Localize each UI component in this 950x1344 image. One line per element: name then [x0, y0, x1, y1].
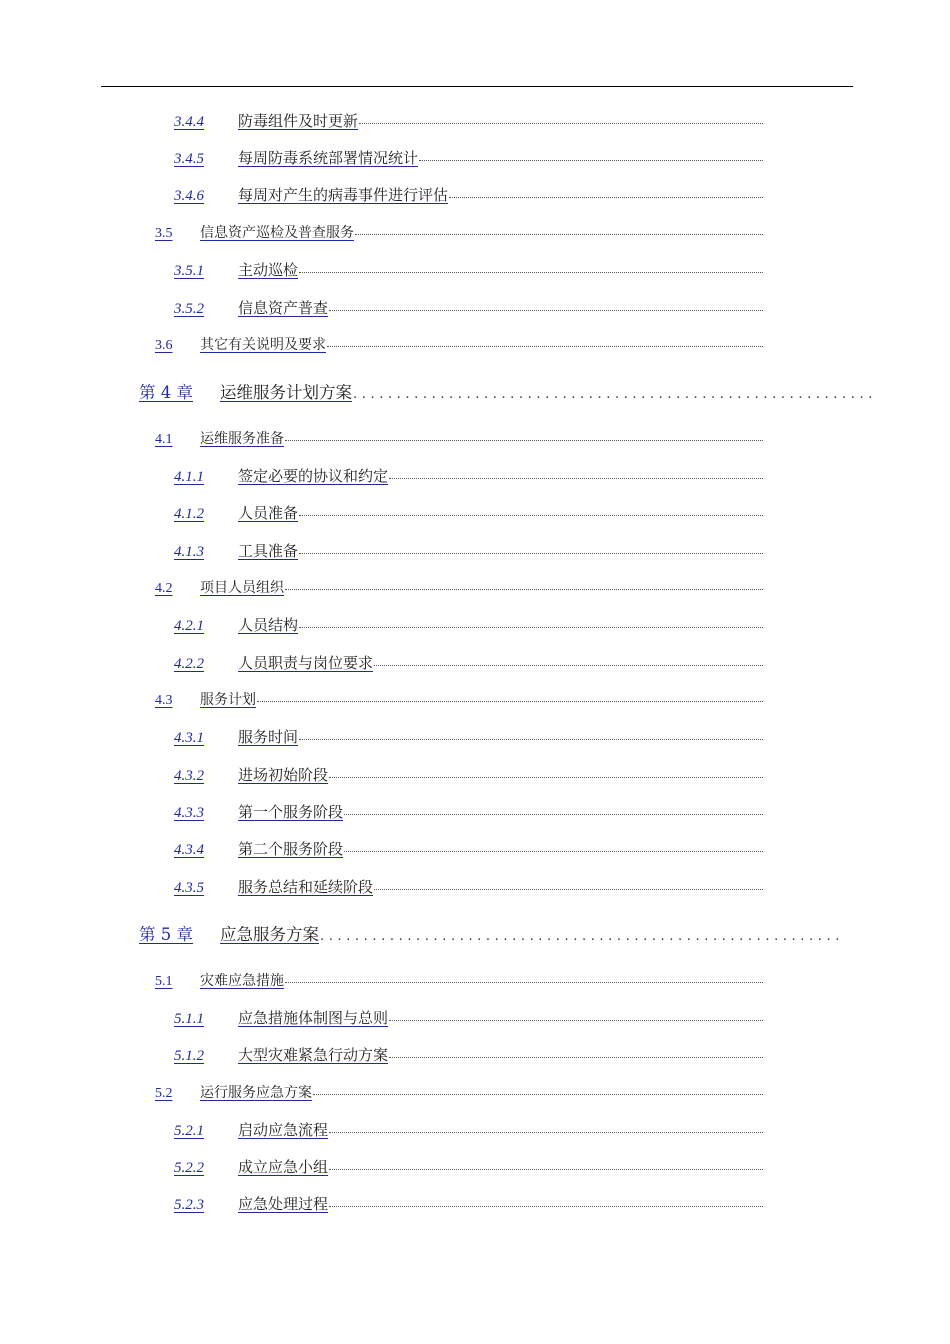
toc-entry-title[interactable]: 进场初始阶段: [238, 766, 329, 784]
toc-entry-title[interactable]: 启动应急流程: [238, 1121, 329, 1139]
toc-entry-number[interactable]: 4.1: [155, 432, 173, 447]
toc-entry-title[interactable]: 应急措施体制图与总则: [238, 1009, 389, 1027]
toc-entry[interactable]: [174, 838, 763, 859]
dot-leader: [449, 185, 763, 198]
toc-entry-title[interactable]: 每周对产生的病毒事件进行评估: [238, 186, 449, 204]
toc-entry[interactable]: [155, 334, 763, 354]
toc-entry-title[interactable]: 成立应急小组: [238, 1158, 329, 1176]
toc-entry[interactable]: [155, 577, 763, 597]
dot-leader: [329, 1120, 763, 1133]
toc-entry-title[interactable]: 防毒组件及时更新: [238, 112, 359, 130]
toc-entry-number[interactable]: 4.2.1: [174, 618, 204, 634]
dot-leader: [285, 970, 763, 983]
toc-entry[interactable]: [155, 222, 763, 242]
dot-leader: [355, 222, 763, 235]
dot-leader: [419, 148, 763, 161]
toc-entry-title[interactable]: 人员结构: [238, 616, 299, 634]
toc-entry-number[interactable]: 5.2.2: [174, 1160, 204, 1176]
toc-entry-title[interactable]: 每周防毒系统部署情况统计: [238, 149, 419, 167]
toc-entry[interactable]: [174, 259, 763, 280]
toc-entry-number[interactable]: 4.3.5: [174, 880, 204, 896]
toc-entry-number[interactable]: 4.3: [155, 693, 173, 708]
toc-entry[interactable]: [174, 1156, 763, 1177]
dot-leader: [359, 111, 763, 124]
dot-leader: [329, 1194, 763, 1207]
dot-leader: [327, 334, 763, 347]
dot-leader: [344, 839, 763, 852]
toc-entry-title[interactable]: 人员职责与岗位要求: [238, 654, 374, 672]
dot-leader: [329, 1157, 763, 1170]
toc-entry-title[interactable]: 大型灾难紧急行动方案: [238, 1046, 389, 1064]
toc-entry[interactable]: [139, 921, 844, 945]
toc-entry[interactable]: [174, 764, 763, 785]
toc-entry[interactable]: [174, 1193, 763, 1214]
toc-entry-number[interactable]: 3.5.2: [174, 301, 204, 317]
toc-entry[interactable]: [174, 110, 763, 131]
toc-entry-number[interactable]: 4.3.4: [174, 842, 204, 858]
toc-entry-title[interactable]: 服务计划: [200, 692, 256, 708]
toc-entry-number[interactable]: 3.5: [155, 226, 173, 241]
toc-entry-title[interactable]: 其它有关说明及要求: [200, 337, 326, 353]
header-rule: [101, 86, 853, 87]
dot-leader: [299, 727, 763, 740]
toc-entry[interactable]: [174, 876, 763, 897]
toc-entry-number[interactable]: 4.2: [155, 581, 173, 596]
toc-entry-title[interactable]: 工具准备: [238, 542, 299, 560]
toc-entry-title[interactable]: 灾难应急措施: [200, 973, 284, 989]
toc-entry[interactable]: [174, 1007, 763, 1028]
toc-entry-number[interactable]: 4.3.2: [174, 768, 204, 784]
toc-entry-title[interactable]: 签定必要的协议和约定: [238, 467, 389, 485]
toc-entry[interactable]: [174, 1119, 763, 1140]
dot-leader: [389, 1045, 763, 1058]
toc-entry-title[interactable]: 应急服务方案: [220, 925, 319, 944]
toc-entry-number[interactable]: 4.3.1: [174, 730, 204, 746]
toc-entry[interactable]: [174, 465, 763, 486]
toc-entry-title[interactable]: 运维服务计划方案: [220, 383, 352, 402]
dot-leader: ............................................................: [353, 387, 877, 402]
toc-entry[interactable]: [174, 540, 763, 561]
toc-entry-number[interactable]: 3.4.5: [174, 151, 204, 167]
dot-leader: [299, 541, 763, 554]
toc-entry-number[interactable]: 第 4 章: [139, 383, 193, 402]
toc-entry[interactable]: [174, 726, 763, 747]
toc-entry-title[interactable]: 主动巡检: [238, 261, 299, 279]
dot-leader: [374, 877, 763, 890]
dot-leader: [344, 802, 763, 815]
toc-entry[interactable]: [155, 689, 763, 709]
toc-entry[interactable]: [174, 801, 763, 822]
toc-entry[interactable]: [174, 614, 763, 635]
toc-entry-title[interactable]: 运维服务准备: [200, 431, 284, 447]
dot-leader: [299, 503, 763, 516]
dot-leader: [313, 1082, 763, 1095]
dot-leader: [285, 428, 763, 441]
toc-entry-title[interactable]: 信息资产普查: [238, 299, 329, 317]
toc-entry-number[interactable]: 3.5.1: [174, 263, 204, 279]
toc-entry-number[interactable]: 3.4.4: [174, 114, 204, 130]
dot-leader: [299, 615, 763, 628]
dot-leader: [257, 689, 763, 702]
toc-entry-title[interactable]: 第二个服务阶段: [238, 840, 344, 858]
dot-leader: [389, 1008, 763, 1021]
toc-entry[interactable]: [155, 970, 763, 990]
toc-entry[interactable]: [174, 184, 763, 205]
toc-entry-title[interactable]: 项目人员组织: [200, 580, 284, 596]
toc-entry[interactable]: [174, 147, 763, 168]
toc-entry-number[interactable]: 4.1.2: [174, 506, 204, 522]
dot-leader: [285, 577, 763, 590]
toc-entry-title[interactable]: 信息资产巡检及普查服务: [200, 225, 354, 241]
toc-entry-title[interactable]: 运行服务应急方案: [200, 1085, 312, 1101]
toc-entry-number[interactable]: 5.2.1: [174, 1123, 204, 1139]
dot-leader: [374, 653, 763, 666]
toc-entry-number[interactable]: 3.4.6: [174, 188, 204, 204]
toc-entry[interactable]: [155, 428, 763, 448]
dot-leader: [329, 298, 763, 311]
toc-entry-title[interactable]: 服务时间: [238, 728, 299, 746]
toc-entry[interactable]: [139, 379, 877, 403]
toc-entry-number[interactable]: 5.1.2: [174, 1048, 204, 1064]
toc-entry-title[interactable]: 人员准备: [238, 504, 299, 522]
toc-entry-number[interactable]: 5.1: [155, 974, 173, 989]
toc-entry-number[interactable]: 5.2.3: [174, 1197, 204, 1213]
toc-entry-title[interactable]: 服务总结和延续阶段: [238, 878, 374, 896]
toc-entry-number[interactable]: 4.1.3: [174, 544, 204, 560]
dot-leader: [329, 765, 763, 778]
toc-entry-number[interactable]: 4.2.2: [174, 656, 204, 672]
toc-entry[interactable]: [155, 1082, 763, 1102]
dot-leader: ............................................................: [320, 929, 844, 944]
toc-entry-title[interactable]: 第一个服务阶段: [238, 803, 344, 821]
toc-entry-number[interactable]: 第 5 章: [139, 925, 193, 944]
toc-entry-number[interactable]: 4.1.1: [174, 469, 204, 485]
toc-entry-title[interactable]: 应急处理过程: [238, 1195, 329, 1213]
toc-entry[interactable]: [174, 652, 763, 673]
toc-entry-number[interactable]: 3.6: [155, 338, 173, 353]
toc-entry[interactable]: [174, 1044, 763, 1065]
toc-entry[interactable]: [174, 297, 763, 318]
toc-entry-number[interactable]: 5.2: [155, 1086, 173, 1101]
toc-entry[interactable]: [174, 502, 763, 523]
dot-leader: [299, 260, 763, 273]
toc-entry-number[interactable]: 5.1.1: [174, 1011, 204, 1027]
dot-leader: [389, 466, 763, 479]
toc-entry-number[interactable]: 4.3.3: [174, 805, 204, 821]
